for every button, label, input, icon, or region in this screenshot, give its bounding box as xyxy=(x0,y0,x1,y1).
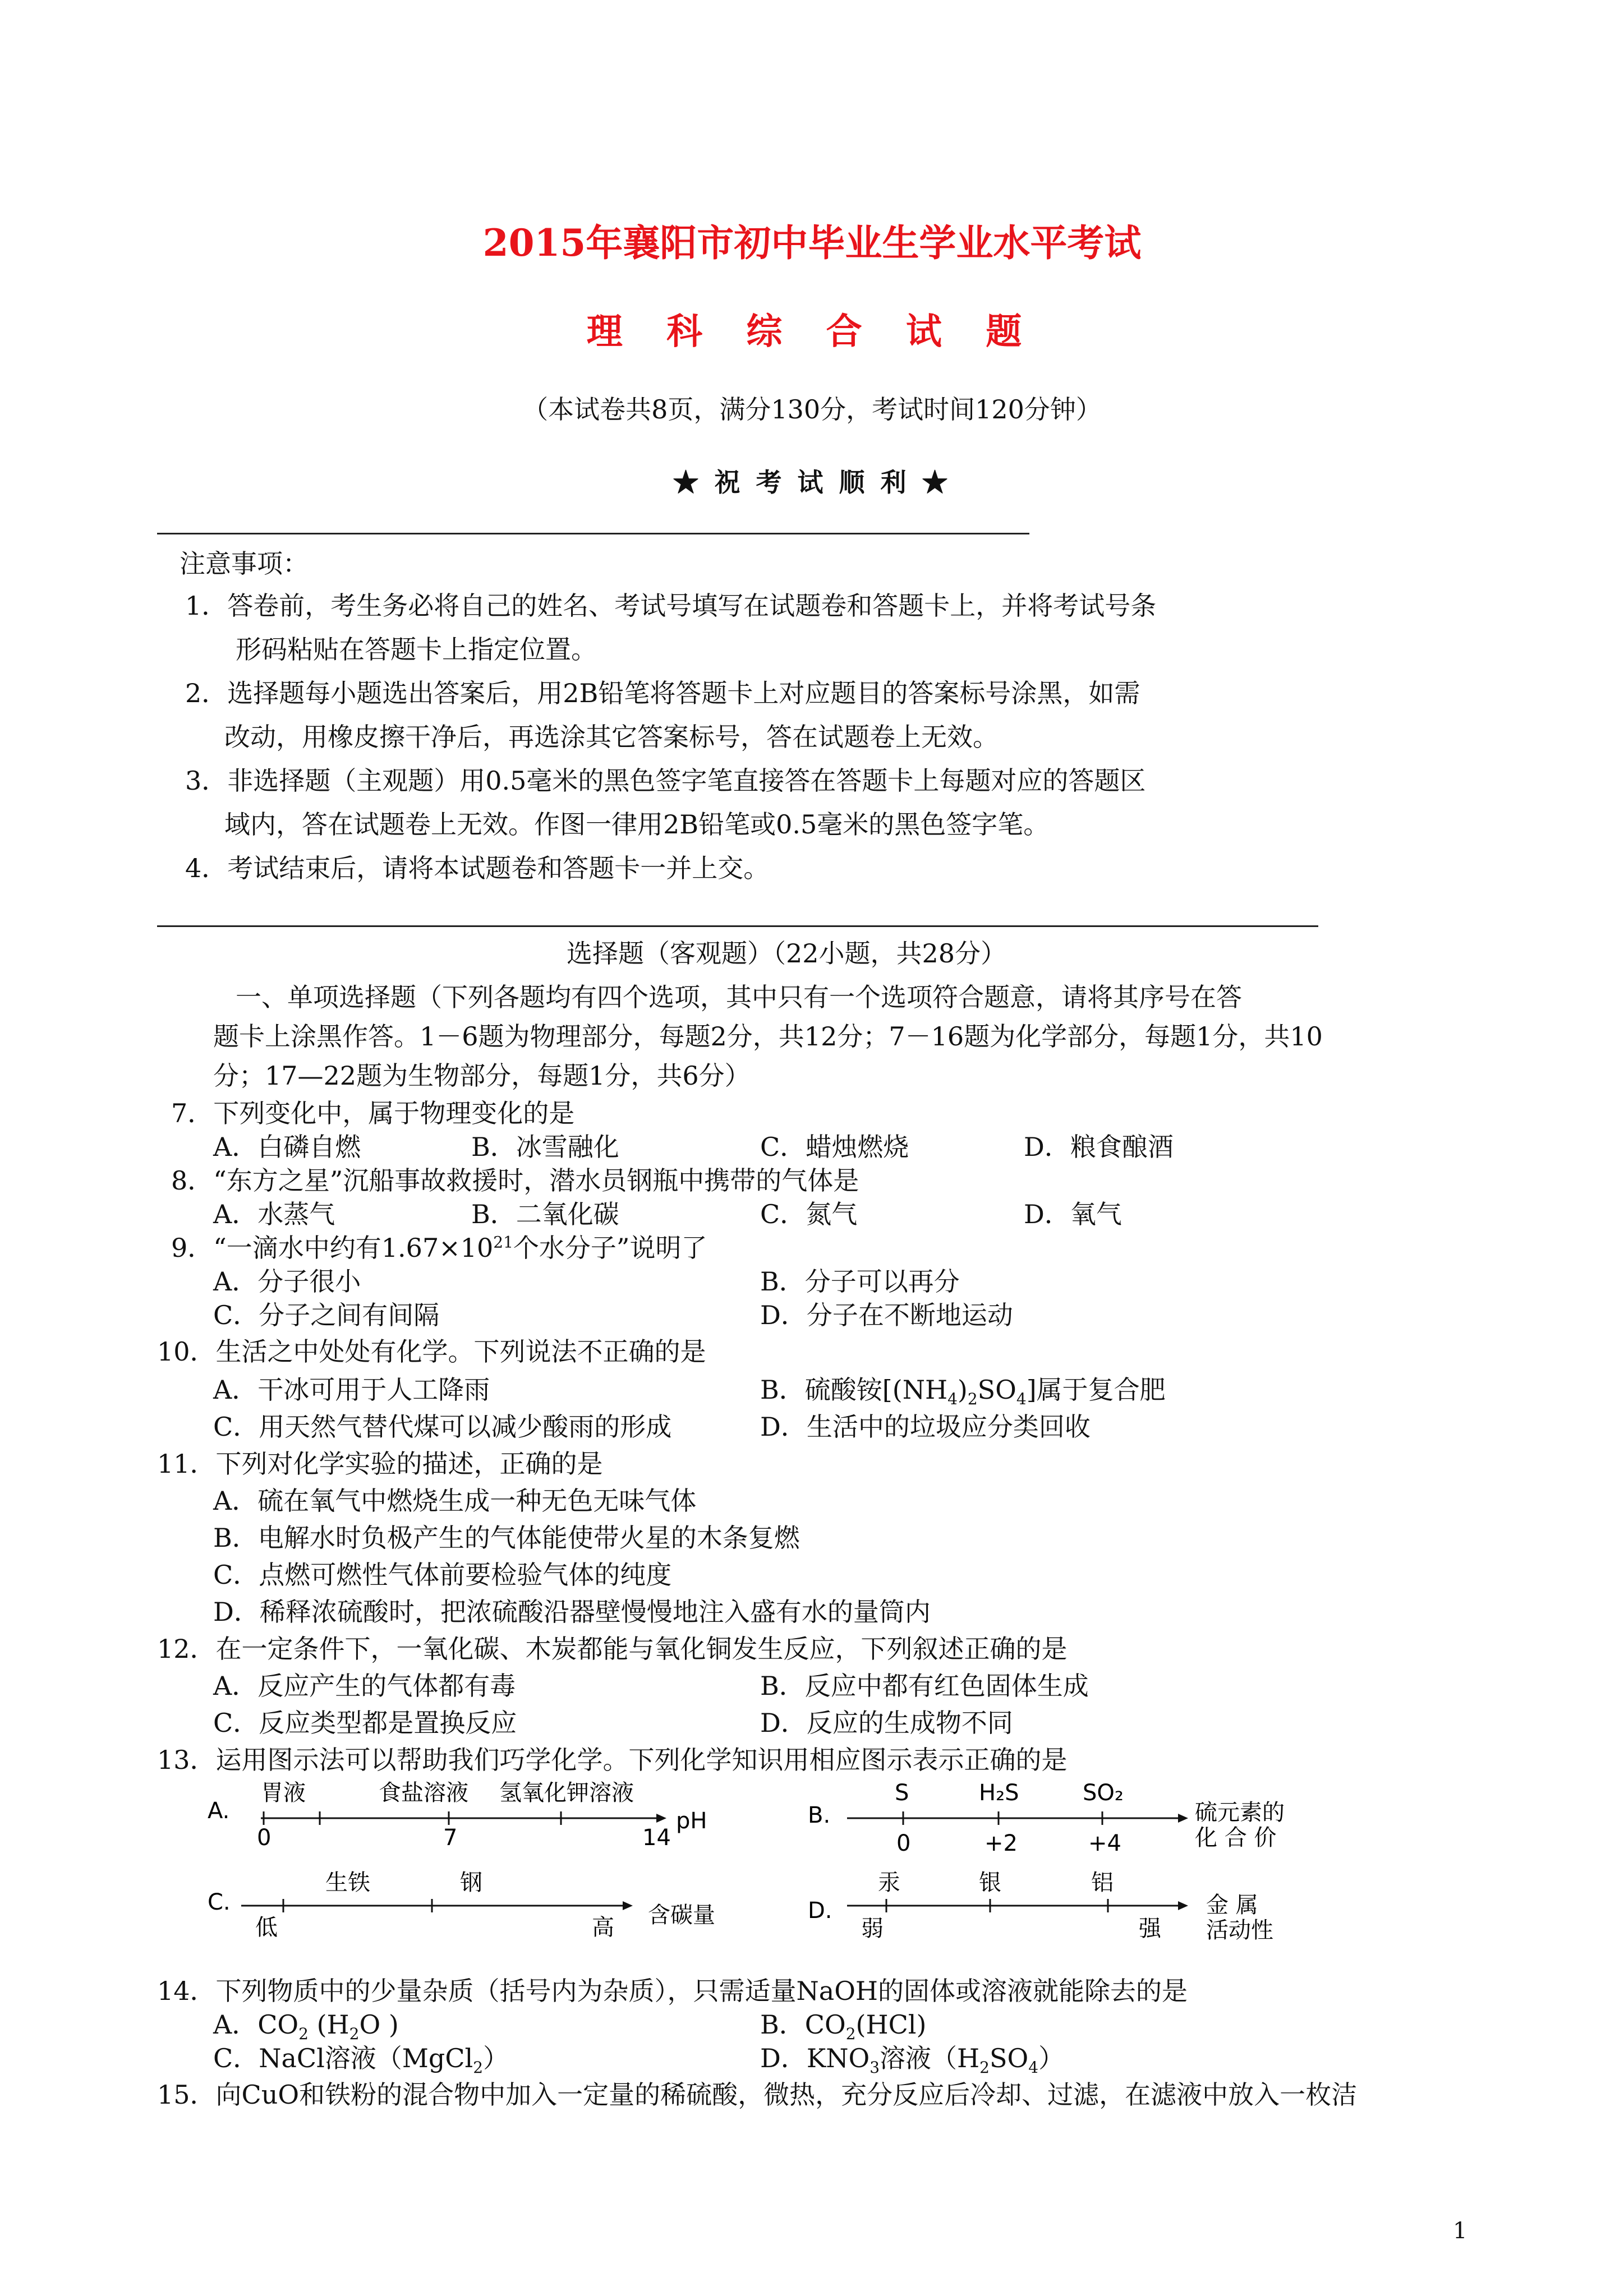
q14-stem: 14．下列物质中的少量杂质（括号内为杂质），只需适量NaOH的固体或溶液就能除去的是 xyxy=(157,1976,1188,2006)
q11-option-a: A．硫在氧气中燃烧生成一种无色无味气体 xyxy=(213,1486,697,1516)
note-1-line-1: 1．答卷前，考生务必将自己的姓名、考试号填写在试题卷和答题卡上，并将考试号条 xyxy=(185,591,1157,621)
diagram-b-letter: B. xyxy=(808,1802,831,1828)
diagram-d-letter: D. xyxy=(808,1898,832,1924)
diagram-a-arrow xyxy=(656,1814,666,1823)
diagram-b xyxy=(808,1772,1313,1868)
diagram-a xyxy=(208,1772,735,1856)
diagram-c xyxy=(208,1868,735,1952)
diagram-d-unit-line-1: 金 属 xyxy=(1206,1892,1258,1918)
diagram-a-tick-0: 0 xyxy=(257,1825,272,1851)
divider-top xyxy=(157,533,1029,534)
diagram-b-tick-2: +2 xyxy=(984,1831,1018,1856)
q12-option-c: C．反应类型都是置换反应 xyxy=(213,1708,517,1738)
q11-option-d: D．稀释浓硫酸时，把浓硫酸沿器壁慢慢地注入盛有水的量筒内 xyxy=(213,1597,931,1627)
diagram-a-letter: A. xyxy=(208,1798,230,1824)
diagram-b-unit-line-1: 硫元素的 xyxy=(1195,1800,1285,1825)
q9-stem: 9．“一滴水中约有$1.67\times 10^{21}$个水分子”说明了 xyxy=(171,1233,707,1263)
diagram-d-arrow xyxy=(1178,1901,1188,1910)
diagram-d xyxy=(808,1868,1313,1957)
diagram-c-tick-high: 高 xyxy=(592,1915,614,1940)
section-title: 选择题（客观题）（22小题，共28分） xyxy=(567,938,1007,969)
q9-option-c: C．分子之间有间隔 xyxy=(213,1300,440,1330)
q12-option-d: D．反应的生成物不同 xyxy=(760,1708,1013,1738)
section-intro-line-3: 分；17—22题为生物部分，每题1分，共6分） xyxy=(213,1061,751,1091)
q7-stem: 7．下列变化中，属于物理变化的是 xyxy=(171,1098,575,1128)
diagram-d-svg xyxy=(808,1868,1313,1957)
diagram-d-tick-strong: 强 xyxy=(1139,1916,1161,1942)
notes-heading: 注意事项： xyxy=(180,548,309,579)
note-3-line-1: 3．非选择题（主观题）用0.5毫米的黑色签字笔直接答在答题卡上每题对应的答题区 xyxy=(185,766,1146,796)
diagram-c-label-steel: 钢 xyxy=(460,1870,482,1896)
diagram-a-svg xyxy=(208,1772,735,1856)
diagram-c-letter: C. xyxy=(208,1889,231,1915)
note-2-line-1: 2．选择题每小题选出答案后，用2B铅笔将答题卡上对应题目的答案标号涂黑，如需 xyxy=(185,678,1140,708)
q11-option-b: B．电解水时负极产生的气体能使带火星的木条复燃 xyxy=(213,1523,800,1553)
exam-info: （本试卷共8页，满分130分，考试时间120分钟） xyxy=(522,394,1102,425)
diagram-c-unit: 含碳量 xyxy=(648,1902,715,1928)
page-number: 1 xyxy=(1453,2218,1467,2244)
q10-option-d: D．生活中的垃圾应分类回收 xyxy=(760,1412,1091,1442)
q9-option-b: B．分子可以再分 xyxy=(760,1266,960,1297)
q8-stem: 8．“东方之星”沉船事故救援时，潜水员钢瓶中携带的气体是 xyxy=(171,1165,859,1196)
diagram-d-label-silver: 银 xyxy=(979,1870,1001,1896)
q8-option-d: D．氧气 xyxy=(1024,1199,1122,1229)
q8-option-a: A．水蒸气 xyxy=(213,1199,335,1229)
q14-option-d: D．$KNO_3$溶液$(H_2SO_4)$ xyxy=(760,2043,1065,2077)
note-1-line-2: 形码粘贴在答题卡上指定位置。 xyxy=(236,634,597,665)
diagram-a-label-gastric: 胃液 xyxy=(261,1780,306,1806)
note-2-line-2: 改动，用橡皮擦干净后，再选涂其它答案标号，答在试题卷上无效。 xyxy=(224,722,999,752)
q11-option-c: C．点燃可燃性气体前要检验气体的纯度 xyxy=(213,1560,672,1590)
diagram-d-label-aluminum: 铝 xyxy=(1091,1870,1114,1896)
diagram-a-label-salt: 食盐溶液 xyxy=(379,1780,468,1806)
q7-option-c: C．蜡烛燃烧 xyxy=(760,1132,909,1162)
diagram-b-label-h2s: H₂S xyxy=(979,1780,1019,1806)
diagram-b-tick-0: 0 xyxy=(896,1831,911,1856)
q12-option-a: A．反应产生的气体都有毒 xyxy=(213,1671,516,1701)
diagram-b-arrow xyxy=(1178,1814,1188,1823)
diagram-c-svg xyxy=(208,1868,735,1952)
diagram-a-tick-14: 14 xyxy=(642,1825,671,1851)
exam-subtitle: 理 科 综 合 试 题 xyxy=(586,311,1038,353)
diagram-d-label-mercury: 汞 xyxy=(878,1870,900,1896)
q8-option-b: B．二氧化碳 xyxy=(471,1199,619,1229)
diagram-b-svg xyxy=(808,1772,1313,1868)
diagram-d-tick-weak: 弱 xyxy=(861,1916,884,1942)
q10-option-b: B．硫酸铵$[(NH_4)_2SO_4]$属于复合肥 xyxy=(760,1375,1166,1409)
diagram-b-label-s: S xyxy=(895,1780,909,1806)
note-4: 4．考试结束后，请将本试题卷和答题卡一并上交。 xyxy=(185,853,770,883)
diagram-b-label-so2: SO₂ xyxy=(1083,1780,1124,1806)
diagram-c-arrow xyxy=(623,1901,633,1910)
diagram-b-tick-4: +4 xyxy=(1088,1831,1121,1856)
diagram-c-tick-low: 低 xyxy=(255,1915,278,1940)
q14-option-a: A．$CO_2$ ($H_2O$ ) xyxy=(213,2009,399,2044)
q14-option-c: C．NaCl溶液（MgCl$_2$） xyxy=(213,2043,509,2077)
q10-option-c: C．用天然气替代煤可以减少酸雨的形成 xyxy=(213,1412,672,1442)
q9-option-a: A．分子很小 xyxy=(213,1266,361,1297)
diagram-b-unit-line-2: 化 合 价 xyxy=(1195,1825,1277,1851)
diagram-a-tick-7: 7 xyxy=(443,1825,458,1851)
section-intro-line-1: 一、单项选择题（下列各题均有四个选项，其中只有一个选项符合题意，请将其序号在答 xyxy=(236,982,1242,1012)
q13-stem: 13．运用图示法可以帮助我们巧学化学。下列化学知识用相应图示表示正确的是 xyxy=(157,1745,1068,1775)
q11-stem: 11．下列对化学实验的描述，正确的是 xyxy=(157,1449,603,1479)
section-intro-line-2: 题卡上涂黑作答。1－6题为物理部分，每题2分，共12分；7－16题为化学部分，每题1分，共10 xyxy=(213,1021,1323,1052)
exam-title: 2015年襄阳市初中毕业生学业水平考试 xyxy=(482,221,1142,265)
q9-option-d: D．分子在不断地运动 xyxy=(760,1300,1013,1330)
blessing: ★ 祝 考 试 顺 利 ★ xyxy=(673,467,951,497)
q8-option-c: C．氮气 xyxy=(760,1199,858,1229)
q10-stem: 10．生活之中处处有化学。下列说法不正确的是 xyxy=(157,1336,706,1367)
q7-option-b: B．冰雪融化 xyxy=(471,1132,619,1162)
q10-option-a: A．干冰可用于人工降雨 xyxy=(213,1375,490,1405)
note-3-line-2: 域内，答在试题卷上无效。作图一律用2B铅笔或0.5毫米的黑色签字笔。 xyxy=(224,809,1050,840)
q14-option-b: B．$CO_2(HCl)$ xyxy=(760,2009,927,2044)
q7-option-a: A．白磷自燃 xyxy=(213,1132,361,1162)
q12-option-b: B．反应中都有红色固体生成 xyxy=(760,1671,1089,1701)
diagram-c-label-pig-iron: 生铁 xyxy=(325,1870,370,1896)
q15-stem: 15．向CuO和铁粉的混合物中加入一定量的稀硫酸，微热，充分反应后冷却、过滤，在滤液中放入一枚洁 xyxy=(157,2080,1358,2110)
q7-option-d: D．粮食酿酒 xyxy=(1024,1132,1174,1162)
diagram-d-unit-line-2: 活动性 xyxy=(1206,1917,1273,1943)
q12-stem: 12．在一定条件下，一氧化碳、木炭都能与氧化铜发生反应，下列叙述正确的是 xyxy=(157,1634,1068,1664)
diagram-a-label-koh: 氢氧化钾溶液 xyxy=(499,1780,634,1806)
divider-section xyxy=(157,925,1318,927)
diagram-a-unit: pH xyxy=(676,1808,707,1834)
